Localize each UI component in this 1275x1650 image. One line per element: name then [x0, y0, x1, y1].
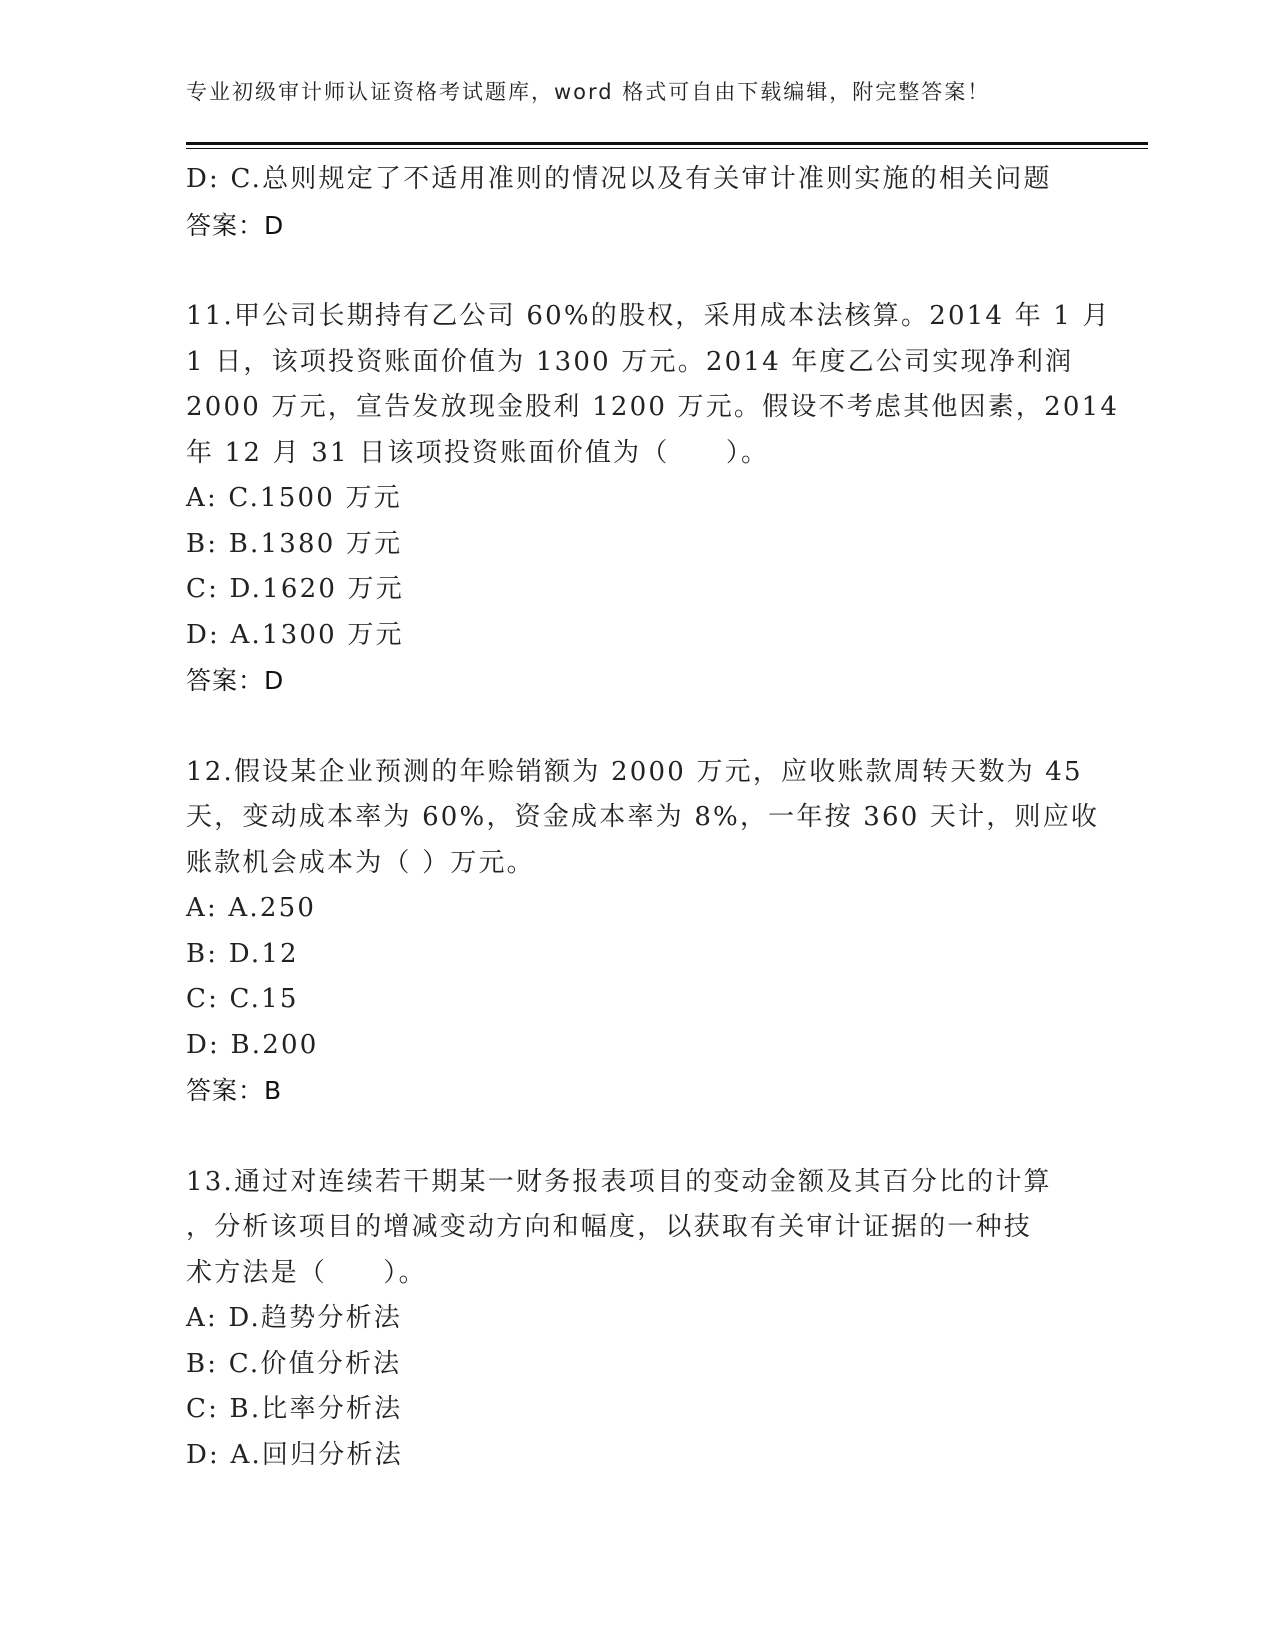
q12-answer: 答案：B	[186, 1076, 283, 1105]
question-13	[186, 1160, 1086, 1479]
question-12	[186, 750, 1100, 1114]
spacer	[186, 1114, 1086, 1160]
q11-stem-line: 1 日，该项投资账面价值为 1300 万元。2014 年度乙公司实现净利润	[186, 346, 1074, 377]
q12-option-b: B: D.12	[186, 938, 299, 969]
q13-stem-line: 13.通过对连续若干期某一财务报表项目的变动金额及其百分比的计算	[186, 1166, 1052, 1197]
header-rule-thin	[186, 148, 1148, 149]
q12-stem-line: 12.假设某企业预测的年赊销额为 2000 万元，应收账款周转天数为 45	[186, 756, 1083, 787]
q13-stem-line: ，分析该项目的增减变动方向和幅度，以获取有关审计证据的一种技	[186, 1212, 1033, 1242]
question-11	[186, 294, 1120, 704]
q11-option-c: C: D.1620 万元	[186, 574, 404, 604]
spacer	[186, 704, 1086, 750]
q13-option-c: C: B.比率分析法	[186, 1394, 403, 1424]
q12-option-a: A: A.250	[186, 893, 317, 923]
q11-stem-line: 2000 万元，宣告发放现金股利 1200 万元。假设不考虑其他因素，2014	[186, 392, 1120, 422]
q13-option-a: A: D.趋势分析法	[186, 1303, 402, 1333]
page-header: 专业初级审计师认证资格考试题库，word 格式可自由下载编辑，附完整答案！	[186, 80, 991, 104]
document-body	[186, 157, 1120, 1478]
q12-stem-line: 天，变动成本率为 60%，资金成本率为 8%，一年按 360 天计，则应收	[186, 802, 1100, 832]
q11-option-d: D: A.1300 万元	[186, 619, 404, 650]
q10-answer: 答案：D	[186, 210, 285, 240]
q13-option-d: D: A.回归分析法	[186, 1439, 403, 1470]
q11-option-b: B: B.1380 万元	[186, 528, 403, 559]
q11-stem-line: 年 12 月 31 日该项投资账面价值为（ ）。	[186, 437, 770, 468]
header-rule-thick	[186, 142, 1148, 145]
q13-option-b: B: C.价值分析法	[186, 1348, 402, 1379]
q12-option-d: D: B.200	[186, 1029, 319, 1060]
q11-stem-line: 11.甲公司长期持有乙公司 60%的股权，采用成本法核算。2014 年 1 月	[186, 301, 1111, 331]
q12-option-c: C: C.15	[186, 984, 299, 1014]
q11-answer: 答案：D	[186, 666, 285, 695]
spacer	[186, 248, 1086, 294]
q11-option-a: A: C.1500 万元	[186, 483, 402, 513]
q12-stem-line: 账款机会成本为（ ）万元。	[186, 847, 535, 878]
q13-stem-line: 术方法是（ ）。	[186, 1257, 427, 1288]
q10-option-d: D: C.总则规定了不适用准则的情况以及有关审计准则实施的相关问题	[186, 164, 1052, 194]
